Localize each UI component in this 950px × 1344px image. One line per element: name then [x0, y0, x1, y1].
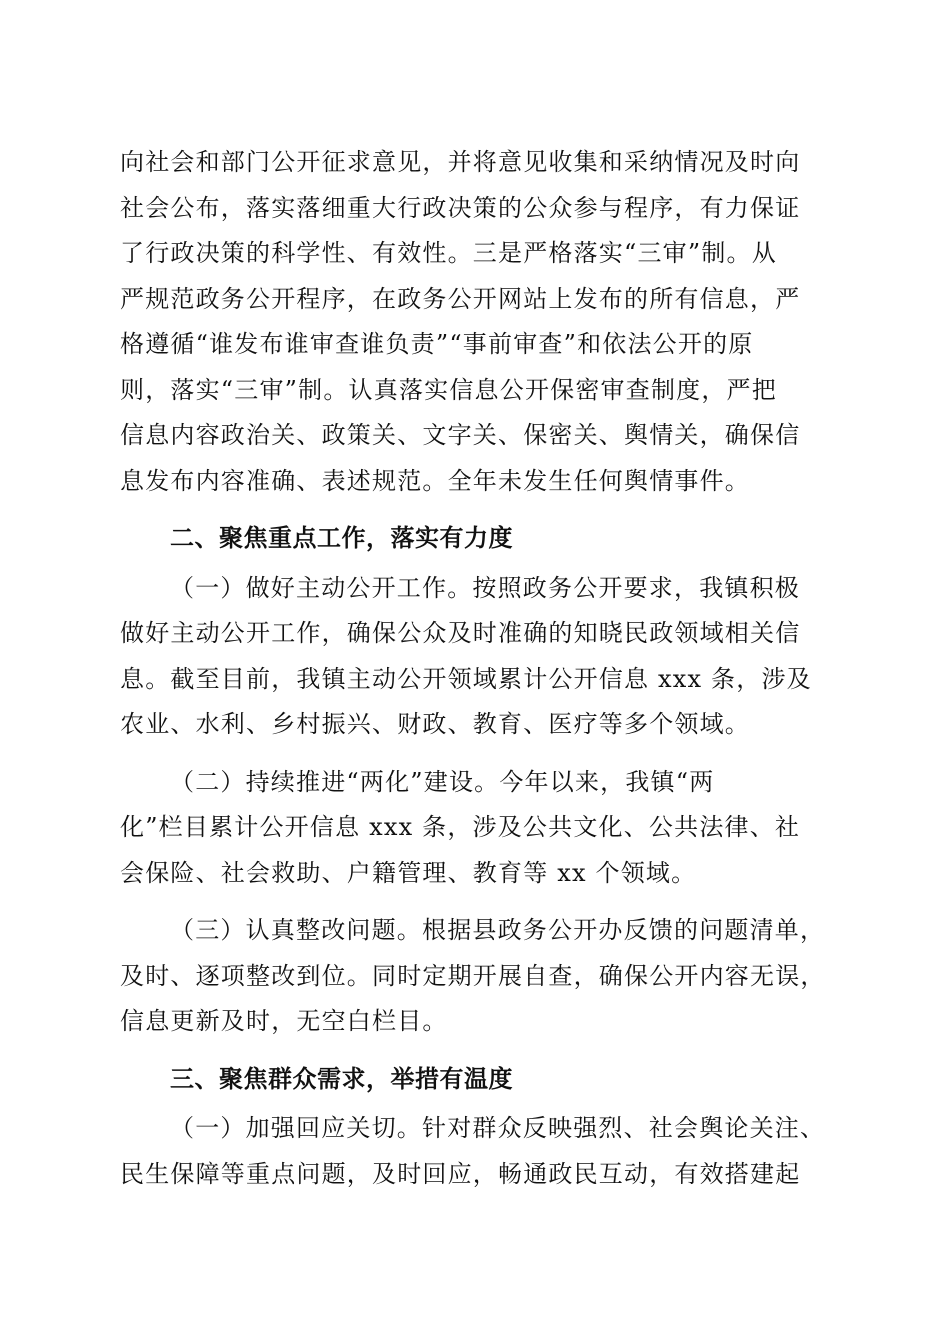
text-line: 了行政决策的科学性、有效性。三是严格落实“三审”制。从: [120, 239, 777, 267]
text-line: 社会公布，落实落细重大行政决策的公众参与程序，有力保证: [120, 193, 801, 222]
text-line: 化”栏目累计公开信息 xxx 条，涉及公共文化、公共法律、社: [120, 813, 801, 841]
paragraph-spacer: [120, 896, 840, 908]
text-line: 格遵循“谁发布谁审查谁负责”“事前审查”和依法公开的原: [120, 330, 754, 358]
text-line: 及时、逐项整改到位。同时定期开展自查，确保公开内容无误，: [120, 961, 826, 990]
text-line: 严规范政务公开程序，在政务公开网站上发布的所有信息，严: [120, 284, 801, 313]
text-line: 息发布内容准确、表述规范。全年未发生任何舆情事件。: [120, 466, 750, 495]
section-heading-2: 二、聚焦重点工作，落实有力度: [170, 524, 513, 552]
paragraph-two-modernizations: [120, 760, 840, 897]
document-body: [120, 140, 840, 1197]
text-line: 信息更新及时，无空白栏目。: [120, 1007, 448, 1035]
text-line: 做好主动公开工作，确保公众及时准确的知晓民政领域相关信: [120, 619, 801, 647]
text-line: 农业、水利、乡村振兴、财政、教育、医疗等多个领域。: [120, 710, 750, 738]
paragraph-decision-transparency: [120, 140, 840, 504]
paragraph-issue-rectification: [120, 908, 840, 1045]
paragraph-spacer: [120, 748, 840, 760]
section-heading-3: 三、聚焦群众需求，举措有温度: [170, 1064, 513, 1093]
text-line: 会保险、社会救助、户籍管理、教育等 xx 个领域。: [120, 858, 697, 887]
text-line: 息。截至目前，我镇主动公开领域累计公开信息 xxx 条，涉及: [120, 664, 812, 693]
text-line: （一）加强回应关切。针对群众反映强烈、社会舆论关注、: [170, 1114, 826, 1142]
text-line: 民生保障等重点问题，及时回应，畅通政民互动，有效搭建起: [120, 1159, 801, 1188]
paragraph-responding-concerns: [120, 1106, 840, 1197]
paragraph-active-disclosure: [120, 566, 840, 748]
text-line: （一）做好主动公开工作。按照政务公开要求，我镇积极: [170, 573, 800, 602]
text-line: （二）持续推进“两化”建设。今年以来，我镇“两: [170, 767, 715, 796]
text-line: （三）认真整改问题。根据县政务公开办反馈的问题清单，: [170, 916, 826, 944]
text-line: 信息内容政治关、政策关、文字关、保密关、舆情关，确保信: [120, 421, 801, 449]
text-line: 向社会和部门公开征求意见，并将意见收集和采纳情况及时向: [120, 148, 801, 176]
text-line: 则，落实“三审”制。认真落实信息公开保密审查制度，严把: [120, 375, 777, 404]
